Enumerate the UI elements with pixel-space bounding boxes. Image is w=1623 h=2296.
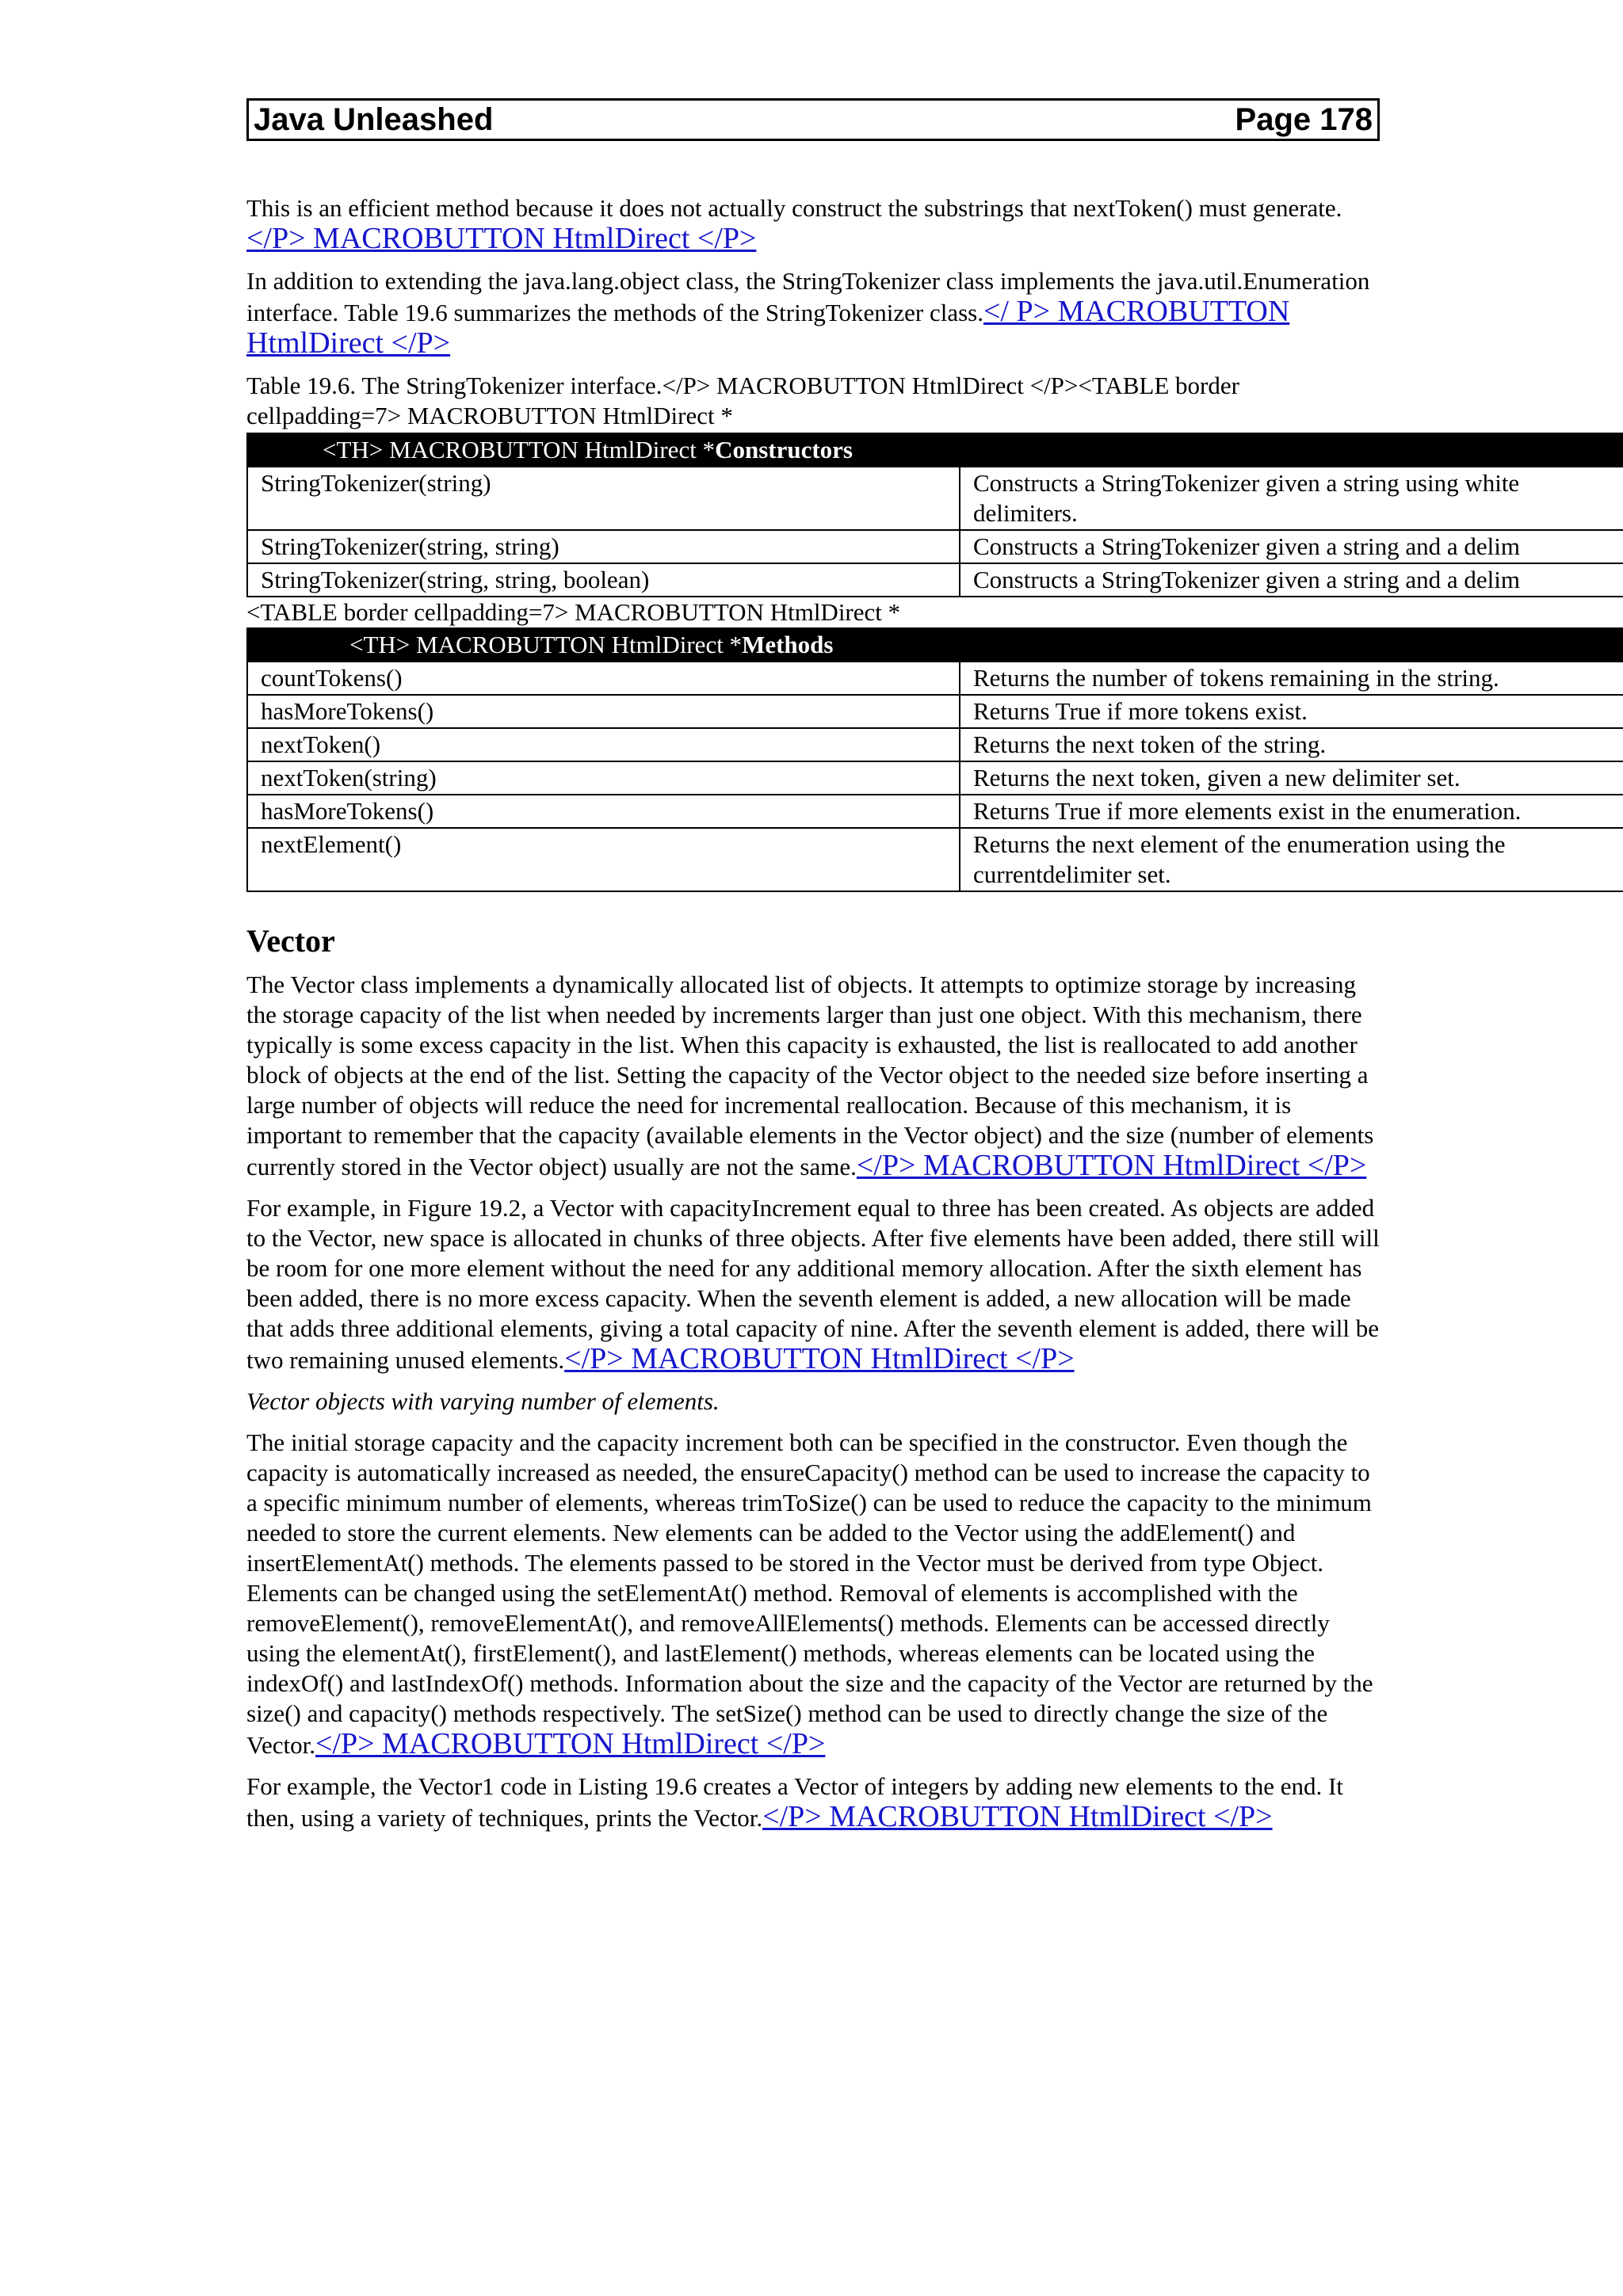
- method-desc-cell: Returns the next token, given a new delimiter set.: [960, 761, 1623, 795]
- table-header-cell: <TH> MACROBUTTON HtmlDirect *Methods: [247, 628, 1623, 662]
- section-heading: Vector: [246, 923, 335, 959]
- method-name-cell: hasMoreTokens(): [247, 795, 960, 828]
- macrobutton-link[interactable]: </P> MACROBUTTON HtmlDirect </P>: [762, 1800, 1273, 1833]
- method-desc-cell: Returns True if more tokens exist.: [960, 695, 1623, 728]
- method-desc-cell: Constructs a StringTokenizer given a string and a delim: [960, 563, 1623, 597]
- methods-table: [246, 627, 1623, 892]
- table-row: [247, 695, 1623, 728]
- method-desc-cell: Constructs a StringTokenizer given a string and a delim: [960, 530, 1623, 563]
- paragraph-2: In addition to extending the java.lang.object class, the StringTokenizer class implements the java.util.Enumeration interface. Table 19.6 summarizes the methods of the StringTokenizer class.</ P> MACROBUTTON HtmlDirect </P>: [246, 267, 1370, 360]
- paragraph-1: This is an efficient method because it does not actually construct the substrings that nextToken() must generate.</P> MACROBUTTON HtmlDirect </P>: [246, 194, 1342, 255]
- table-row: [247, 761, 1623, 795]
- table-header-row: [247, 433, 1623, 467]
- method-name-cell: nextToken(): [247, 728, 960, 761]
- table-caption: Table 19.6. The StringTokenizer interface.</P> MACROBUTTON HtmlDirect </P><TABLE border cellpadding=7> MACROBUTTON HtmlDirect *: [246, 372, 1239, 429]
- macrobutton-link[interactable]: </P> MACROBUTTON HtmlDirect </P>: [246, 222, 757, 255]
- macrobutton-link[interactable]: </P> MACROBUTTON HtmlDirect </P>: [564, 1342, 1075, 1375]
- macrobutton-link[interactable]: </P> MACROBUTTON HtmlDirect </P>: [315, 1727, 826, 1760]
- method-name-cell: countTokens(): [247, 662, 960, 695]
- table-row: [247, 828, 1623, 891]
- paragraph-4: For example, in Figure 19.2, a Vector with capacityIncrement equal to three has been created. As objects are added to the Vector, new space is allocated in chunks of three objects. After five elements have been added, there still will be room for one more element without the need for any additional memory allocation. After the sixth element has been added, there is no more excess capacity. When the seventh element is added, a new allocation will be made that adds three additional elements, giving a total capacity of nine. After the seventh element is added, there will be two remaining unused elements.</P> MACROBUTTON HtmlDirect </P>: [246, 1194, 1380, 1375]
- method-name-cell: StringTokenizer(string): [247, 467, 960, 530]
- table-row: [247, 662, 1623, 695]
- table-header-cell: <TH> MACROBUTTON HtmlDirect *Constructors: [247, 433, 1623, 467]
- method-desc-cell: Returns the number of tokens remaining in the string.: [960, 662, 1623, 695]
- table-row: [247, 728, 1623, 761]
- method-name-cell: hasMoreTokens(): [247, 695, 960, 728]
- table-markup-text: <TABLE border cellpadding=7> MACROBUTTON HtmlDirect *: [246, 598, 901, 626]
- method-desc-cell: Constructs a StringTokenizer given a string using white delimiters.: [960, 467, 1623, 530]
- constructors-table: [246, 433, 1623, 597]
- table-header-row: [247, 628, 1623, 662]
- method-desc-cell: Returns True if more elements exist in the enumeration.: [960, 795, 1623, 828]
- paragraph-5: The initial storage capacity and the capacity increment both can be specified in the constructor. Even though the capacity is automatically increased as needed, the ensureCapacity() method can be used to increase the capacity to a specific minimum number of elements, whereas trimToSize() can be used to reduce the capacity to the minimum needed to store the current elements. New elements can be added to the Vector using the addElement() and insertElementAt() methods. The elements passed to be stored in the Vector must be derived from type Object. Elements can be changed using the setElementAt() method. Removal of elements is accomplished with the removeElement(), removeElementAt(), and removeAllElements() methods. Elements can be accessed directly using the elementAt(), firstElement(), and lastElement() methods, whereas elements can be located using the indexOf() and lastIndexOf() methods. Information about the size and the capacity of the Vector are returned by the size() and capacity() methods respectively. The setSize() method can be used to directly change the size of the Vector.</P> MACROBUTTON HtmlDirect </P>: [246, 1428, 1373, 1760]
- page-number: Page 178: [1235, 102, 1373, 137]
- method-name-cell: StringTokenizer(string, string, boolean): [247, 563, 960, 597]
- method-name-cell: nextToken(string): [247, 761, 960, 795]
- page-content: [246, 193, 1522, 1844]
- figure-caption: Vector objects with varying number of elements.: [246, 1387, 720, 1415]
- method-desc-cell: Returns the next element of the enumeration using the currentdelimiter set.: [960, 828, 1623, 891]
- method-name-cell: nextElement(): [247, 828, 960, 891]
- paragraph-6: For example, the Vector1 code in Listing 19.6 creates a Vector of integers by adding new elements to the end. It then, using a variety of techniques, prints the Vector.</P> MACROBUTTON HtmlDirect </P>: [246, 1772, 1343, 1833]
- macrobutton-link[interactable]: </ P> MACROBUTTON HtmlDirect </P>: [246, 295, 1290, 360]
- book-title: Java Unleashed: [254, 102, 494, 137]
- method-desc-cell: Returns the next token of the string.: [960, 728, 1623, 761]
- table-row: [247, 467, 1623, 530]
- method-name-cell: StringTokenizer(string, string): [247, 530, 960, 563]
- table-row: [247, 530, 1623, 563]
- page-header: [246, 98, 1380, 141]
- paragraph-3: The Vector class implements a dynamically allocated list of objects. It attempts to optimize storage by increasing the storage capacity of the list when needed by increments larger than just one object. With this mechanism, there typically is some excess capacity in the list. When this capacity is exhausted, the list is reallocated to add another block of objects at the end of the list. Setting the capacity of the Vector object to the needed size before inserting a large number of objects will reduce the need for incremental reallocation. Because of this mechanism, it is important to remember that the capacity (available elements in the Vector object) and the size (number of elements currently stored in the Vector object) usually are not the same.</P> MACROBUTTON HtmlDirect </P>: [246, 971, 1374, 1182]
- macrobutton-link[interactable]: </P> MACROBUTTON HtmlDirect </P>: [856, 1149, 1367, 1182]
- table-row: [247, 795, 1623, 828]
- table-row: [247, 563, 1623, 597]
